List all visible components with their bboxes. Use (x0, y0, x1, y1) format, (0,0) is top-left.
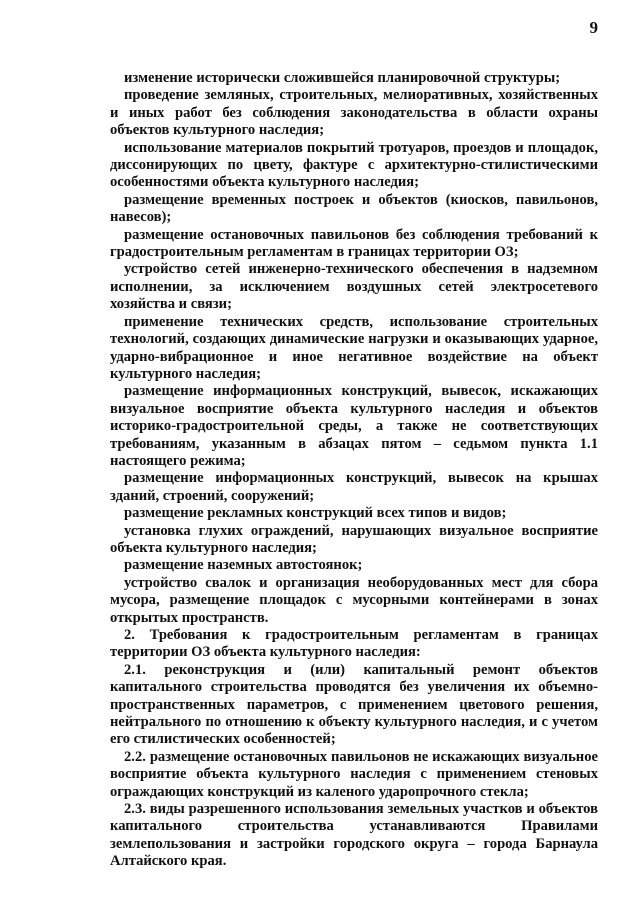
paragraph: размещение остановочных павильонов без соблюдения требований к градостроительным регламентам в границах территории ОЗ; (110, 226, 598, 261)
paragraph: 2.1. реконструкция и (или) капитальный ремонт объектов капитального строительства проводятся без увеличения их объемно-пространственных параметров, с применением цветового решения, нейтрального по отношению к объекту культурного наследия, и с учетом его стилистических особенностей; (110, 661, 598, 748)
paragraph: размещение временных построек и объектов (киосков, павильонов, навесов); (110, 191, 598, 226)
paragraph: размещение информационных конструкций, вывесок, искажающих визуальное восприятие объекта культурного наследия и объектов историко-градостроительной среды, а также не соответствующих требованиям, указанным в абзацах пятом – седьмом пункта 1.1 настоящего режима; (110, 383, 598, 469)
paragraph: устройство сетей инженерно-технического обеспечения в надземном исполнении, за исключением воздушных сетей электросетевого хозяйства и связи; (110, 261, 598, 313)
paragraph: размещение информационных конструкций, вывесок на крышах зданий, строений, сооружений; (110, 470, 598, 504)
section-heading: 2. Требования к градостроительным регламентам в границах территории ОЗ объекта культурного наследия: (110, 627, 598, 661)
paragraph: размещение рекламных конструкций всех типов и видов; (124, 505, 507, 522)
paragraph: размещение наземных автостоянок; (124, 557, 363, 574)
paragraph: устройство свалок и организация необорудованных мест для сбора мусора, размещение площадок с мусорными контейнерами в зонах открытых пространств. (110, 574, 598, 626)
paragraph: 2.2. размещение остановочных павильонов не искажающих визуальное восприятие объекта культурного наследия с применением стеновых ограждающих конструкций из каленого ударопрочного стекла; (110, 748, 598, 800)
paragraph: применение технических средств, использование строительных технологий, создающих динамические нагрузки и оказывающих ударное, ударно-вибрационное и иное негативное воздействие на объект культурного наследия; (110, 313, 598, 382)
paragraph: проведение земляных, строительных, мелиоративных, хозяйственных и иных работ без соблюдения законодательства в области охраны объектов культурного наследия; (110, 87, 598, 139)
paragraph: изменение исторически сложившейся планировочной структуры; (124, 70, 561, 86)
document-body (110, 70, 598, 871)
page-number: 9 (589, 18, 598, 37)
paragraph: 2.3. виды разрешенного использования земельных участков и объектов капитального строительства устанавливаются Правилами землепользования и застройки городского округа – города Барнаула Алтайского края. (110, 801, 598, 870)
paragraph: установка глухих ограждений, нарушающих визуальное восприятие объекта культурного наследия; (110, 522, 598, 556)
paragraph: использование материалов покрытий тротуаров, проездов и площадок, диссонирующих по цвету, фактуре с архитектурно-стилистическими особенностями объекта культурного наследия; (110, 139, 598, 191)
